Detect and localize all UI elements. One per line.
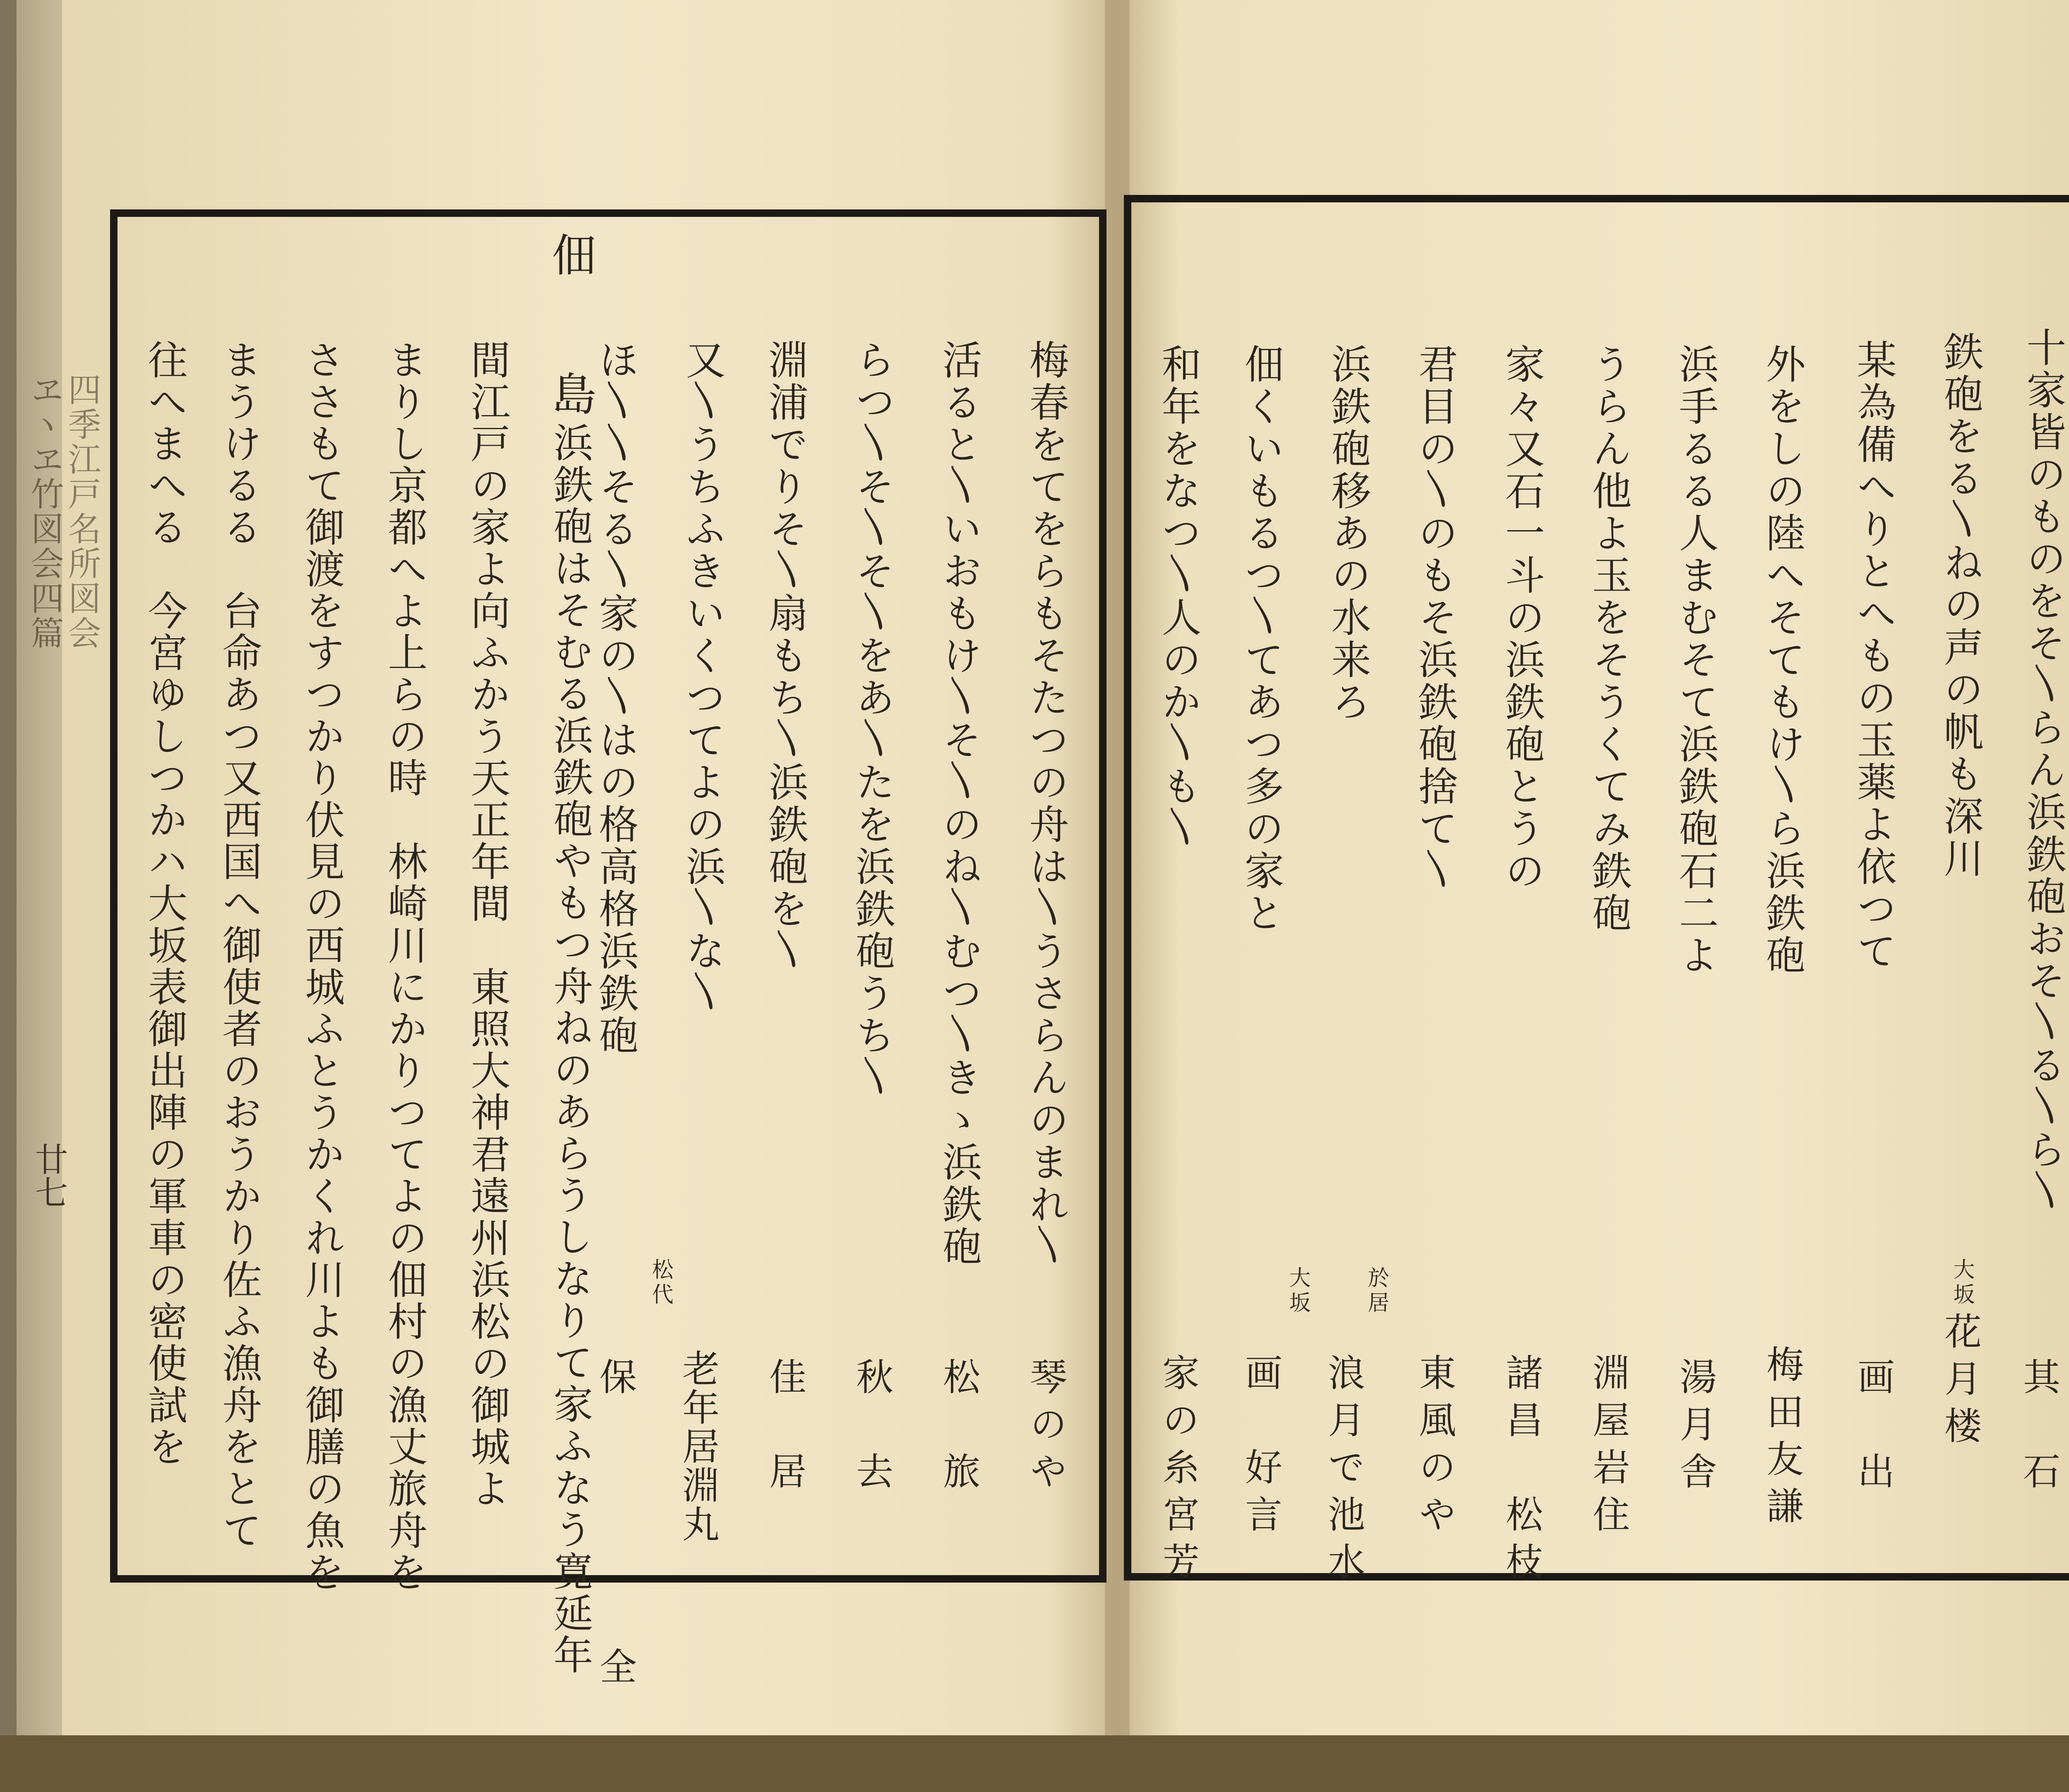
prose-line: 間江戸の家よ向ふかう天正年間 東照大神君遠州浜松の御城よ	[464, 339, 511, 1510]
poet-name: 淵屋岩住	[1586, 1353, 1630, 1542]
poet-name: 画 好言	[1239, 1353, 1282, 1542]
poet-name: 其 石	[2016, 1357, 2060, 1499]
poem-text: 活ると〵いおもけ〵そ〵のね〵むつ〵きゝ浜鉄砲	[936, 339, 982, 1268]
poet-name: 画 出	[1851, 1357, 1894, 1499]
poet-name: 諸昌 松枝	[1499, 1353, 1543, 1589]
poet-prefix: 松代	[648, 1258, 673, 1308]
poem-text: 梅春をてをらもそたつの舟は〵うさらんのまれ〵	[1023, 339, 1069, 1268]
poem-text: 外をしの陸へそてもけ〵ら浜鉄砲	[1759, 344, 1806, 977]
poet-name: 琴のや	[1023, 1357, 1067, 1499]
poem-text: 和年をなつ〵人のか〵も〵	[1155, 344, 1202, 850]
poet-prefix: 大坂	[1285, 1266, 1310, 1316]
prose-line: 浜鉄砲はそむる浜鉄砲やもつ舟ねのあらうしなりて家ふなう寛延年	[547, 422, 593, 1676]
poem-text: 又〵うちふきいくつてよの浜〵な〵	[679, 339, 726, 1015]
poem-text: 某為備へりとへもの玉薬よ依つて	[1851, 339, 1897, 973]
poet-name: 湯月舎	[1673, 1357, 1716, 1499]
poet-name: 佳 居	[763, 1357, 806, 1499]
prose-line: まうけるる 台命あつ又西国へ御使者のおうかり佐ふ漁舟をとて	[216, 339, 262, 1552]
poet-name: 花月楼	[1938, 1312, 1981, 1453]
poem-text: 君目の〵のもそ浜鉄砲捨て〵	[1412, 344, 1458, 892]
poet-name: 浪月で池水	[1321, 1353, 1365, 1589]
poet-name: 老年居淵丸	[676, 1349, 719, 1544]
poet-name: 秋 去	[850, 1357, 893, 1499]
poet-name: 東風のや	[1412, 1353, 1456, 1542]
poem-text: らつ〵そ〵そ〵をあ〵たを浜鉄砲うち〵	[849, 339, 895, 1099]
prose-line: ささもて御渡をすつかり伏見の西城ふとうかくれ川よも御膳の魚を	[299, 339, 345, 1593]
prose-line: 往へまへる 今宮ゆしつかハ大坂表御出陣の軍車の密使試を	[142, 339, 188, 1468]
poem-text: 淵浦でりそ〵扇もち〵浜鉄砲を〵	[762, 339, 809, 973]
poem-text: 家々又石一斗の浜鉄砲とうの	[1499, 344, 1545, 892]
poet-name: 保 全	[593, 1357, 636, 1792]
folio-left: 廿七	[29, 1142, 68, 1208]
poem-text: 十家皆のものをそ〵らん浜鉄砲おそ〵る〵ら〵	[2020, 327, 2067, 1213]
poet-prefix: 大坂	[1949, 1258, 1974, 1308]
poet-prefix: 於居	[1364, 1266, 1389, 1316]
section-heading: 佃 島	[544, 232, 596, 440]
poem-text: 浜手るる人まむそて浜鉄砲石二よ	[1673, 344, 1719, 977]
prose-line: まりし京都へよ上らの時 林崎川にかりつてよの佃村の漁丈旅舟を	[382, 339, 428, 1593]
poet-name: 梅田友謙	[1760, 1345, 1803, 1534]
left-margin-label: 四季江戸名所図会	[62, 372, 101, 651]
poet-name: 松 旅	[936, 1357, 980, 1499]
poem-text: 浜鉄砲移あの水来ろ	[1325, 344, 1371, 723]
poem-text: 佃くいもるつ〵てあつ多の家と	[1238, 344, 1284, 934]
left-margin-label: ヱヽヱ竹図会四篇	[25, 372, 64, 651]
poem-text: うらん他よ玉をそうくてみ鉄砲	[1586, 344, 1632, 934]
poet-name: 家の糸宮芳	[1156, 1353, 1199, 1589]
poem-text: 鉄砲をる〵ねの声の帆も深川	[1937, 331, 1984, 880]
poem-text: ほ〵〵そる〵家の〵はの格高格浜鉄砲	[593, 339, 639, 1057]
